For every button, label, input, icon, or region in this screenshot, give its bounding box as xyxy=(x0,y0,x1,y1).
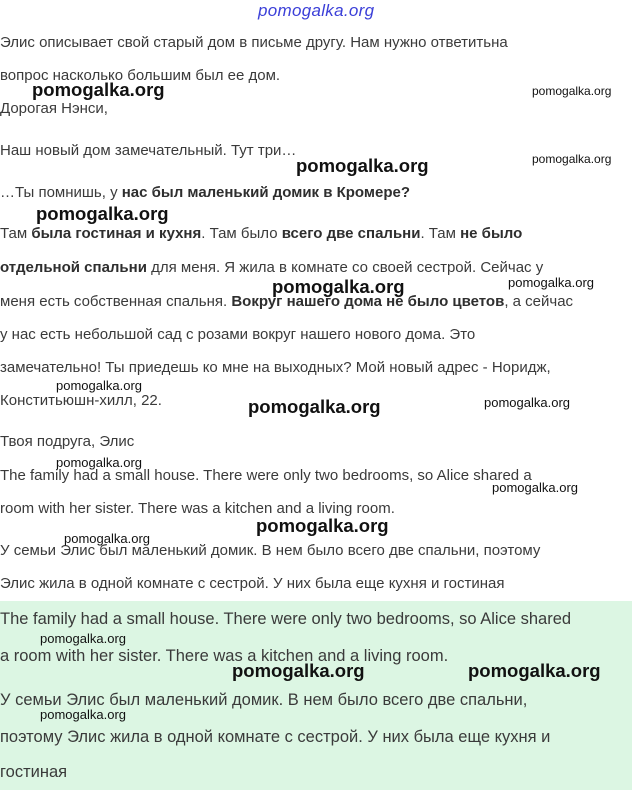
letter-signoff: Твоя подруга, Элис xyxy=(0,433,135,450)
watermark: pomogalka.org xyxy=(532,152,612,166)
watermark: pomogalka.org xyxy=(32,79,165,100)
letter-line-4: отдельной спальни для меня. Я жила в комнате со своей сестрой. Сейчас у xyxy=(0,259,544,276)
watermark: pomogalka.org xyxy=(64,531,150,546)
watermark: pomogalka.org xyxy=(296,155,429,176)
watermark: pomogalka.org xyxy=(272,276,405,297)
letter-line-8: Конститьюшн-хилл, 22. xyxy=(0,392,162,409)
watermark: pomogalka.org xyxy=(40,707,126,722)
highlight-ru-line-2: поэтому Элис жила в одной комнате с сестрой. У них была еще кухня и xyxy=(0,728,551,746)
highlight-en-line-2: a room with her sister. There was a kitchen and a living room. xyxy=(0,647,449,665)
task-text-line-2: вопрос насколько большим был ее дом. xyxy=(0,67,281,84)
watermark: pomogalka.org xyxy=(56,455,142,470)
letter-line-7: замечательно! Ты приедешь ко мне на выходных? Мой новый адрес - Норидж, xyxy=(0,359,551,376)
letter-greeting: Дорогая Нэнси, xyxy=(0,100,108,117)
watermark: pomogalka.org xyxy=(232,660,365,681)
highlight-en-line-1: The family had a small house. There were only two bedrooms, so Alice shared xyxy=(0,610,572,628)
answer-en-line-2: room with her sister. There was a kitchen and a living room. xyxy=(0,500,395,517)
site-logo[interactable]: pomogalka.org xyxy=(258,1,375,20)
letter-line-5: меня есть собственная спальня. Вокруг нашего дома не было цветов, а сейчас xyxy=(0,293,574,310)
highlight-ru-line-1: У семьи Элис был маленький домик. В нем было всего две спальни, xyxy=(0,691,528,709)
answer-ru-line-1: У семьи Элис был маленький домик. В нем было всего две спальни, поэтому xyxy=(0,542,541,559)
watermark: pomogalka.org xyxy=(56,378,142,393)
highlight-ru-line-3: гостиная xyxy=(0,763,68,781)
watermark: pomogalka.org xyxy=(468,660,601,681)
watermark: pomogalka.org xyxy=(36,203,169,224)
watermark: pomogalka.org xyxy=(256,515,389,536)
answer-ru-line-2: Элис жила в одной комнате с сестрой. У них была еще кухня и гостиная xyxy=(0,575,505,592)
answer-en-line-1: The family had a small house. There were only two bedrooms, so Alice shared a xyxy=(0,467,532,484)
watermark: pomogalka.org xyxy=(508,275,594,290)
letter-line-3: Там была гостиная и кухня. Там было всего две спальни. Там не было xyxy=(0,225,523,242)
letter-line-6: у нас есть небольшой сад с розами вокруг нашего нового дома. Это xyxy=(0,326,476,343)
watermark: pomogalka.org xyxy=(492,480,578,495)
task-text-line-1: Элис описывает свой старый дом в письме другу. Нам нужно ответитьна xyxy=(0,34,508,51)
watermark: pomogalka.org xyxy=(40,631,126,646)
watermark: pomogalka.org xyxy=(484,395,570,410)
letter-paragraph-1: Наш новый дом замечательный. Тут три… xyxy=(0,142,297,159)
watermark: pomogalka.org xyxy=(248,396,381,417)
watermark: pomogalka.org xyxy=(532,84,612,98)
letter-paragraph-2: …Ты помнишь, у нас был маленький домик в Кромере? xyxy=(0,184,411,201)
